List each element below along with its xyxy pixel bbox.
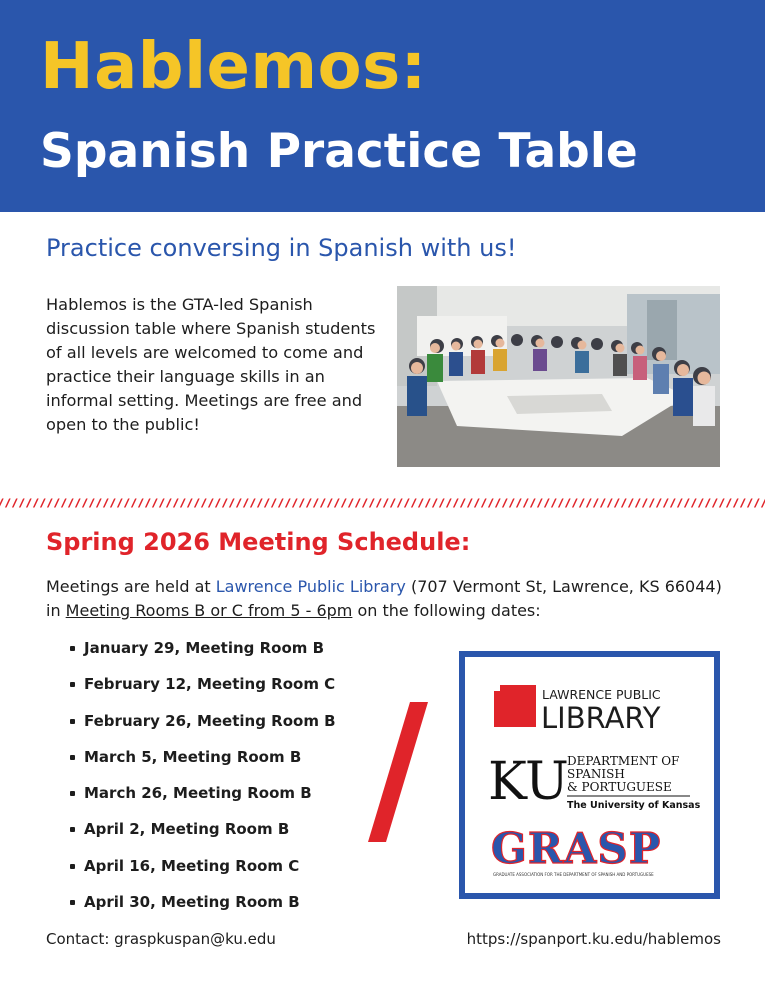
bullet-icon	[70, 864, 75, 869]
meeting-date-item	[70, 672, 336, 708]
meeting-date-item	[70, 709, 336, 745]
library-red-square-icon	[494, 685, 536, 727]
dashed-divider	[0, 496, 765, 510]
library-link[interactable]: Lawrence Public Library	[215, 577, 406, 596]
ku-mark: KU	[488, 752, 569, 812]
location-text-part1: Meetings are held at	[46, 577, 216, 596]
library-name-line2: LIBRARY	[541, 701, 661, 735]
meeting-location-text	[46, 575, 736, 623]
title-spanish-practice-table: Spanish Practice Table	[40, 124, 638, 179]
bullet-icon	[70, 646, 75, 651]
meeting-dates-list	[70, 636, 336, 926]
bullet-icon	[70, 755, 75, 760]
schedule-title: Spring 2026 Meeting Schedule:	[46, 528, 471, 556]
group-photo-illustration	[397, 286, 720, 467]
location-text-part3: on the following dates:	[352, 601, 541, 620]
meeting-date-item	[70, 636, 336, 672]
meeting-date-item	[70, 745, 336, 781]
meeting-rooms-time: Meeting Rooms B or C from 5 - 6pm	[65, 601, 353, 620]
ku-university-name: The University of Kansas	[567, 800, 701, 811]
bullet-icon	[70, 719, 75, 724]
grasp-subtitle: GRADUATE ASSOCIATION FOR THE DEPARTMENT OF SPANISH AND PORTUGUESE	[493, 872, 654, 877]
partner-logos-box	[459, 651, 720, 899]
library-name-line1: LAWRENCE PUBLIC	[542, 687, 661, 702]
bullet-icon	[70, 682, 75, 687]
meeting-date-item	[70, 854, 336, 890]
meeting-date-item	[70, 817, 336, 853]
ku-dept-line3: & PORTUGUESE	[567, 780, 672, 794]
ku-dept-line2: SPANISH	[567, 767, 625, 781]
meeting-date-text: March 5, Meeting Room B	[84, 747, 302, 766]
tagline: Practice conversing in Spanish with us!	[46, 234, 517, 262]
group-photo	[397, 286, 720, 467]
meeting-date-text: March 26, Meeting Room B	[84, 784, 312, 803]
ku-spanish-portuguese-logo	[488, 752, 701, 812]
bullet-icon	[70, 900, 75, 905]
header-banner	[0, 0, 765, 212]
grasp-wordmark: GRASP	[491, 824, 662, 873]
meeting-date-text: January 29, Meeting Room B	[84, 639, 325, 657]
meeting-date-item	[70, 781, 336, 817]
bullet-icon	[70, 827, 75, 832]
meeting-date-text: April 30, Meeting Room B	[84, 893, 300, 912]
ku-dept-line1: DEPARTMENT OF	[567, 754, 680, 768]
meeting-date-text: February 12, Meeting Room C	[84, 675, 336, 694]
red-slash-decoration	[366, 702, 430, 842]
meeting-date-text: February 26, Meeting Room B	[84, 711, 336, 730]
website-url[interactable]: https://spanport.ku.edu/hablemos	[466, 930, 721, 948]
meeting-date-text: April 2, Meeting Room B	[84, 820, 290, 839]
title-hablemos: Hablemos:	[40, 30, 427, 104]
bullet-icon	[70, 791, 75, 796]
meeting-date-item	[70, 890, 336, 926]
meeting-date-text: April 16, Meeting Room C	[84, 856, 300, 875]
intro-paragraph: Hablemos is the GTA-led Spanish discussion table where Spanish students of all levels are welcomed to come and practice their language skills in an informal setting. Meetings are free and open to the public!	[46, 295, 376, 434]
location-text-part2: (707 Vermont St, Lawrence, KS 66044) in	[46, 577, 722, 620]
lawrence-public-library-logo	[494, 685, 661, 735]
contact-email[interactable]: Contact: graspkuspan@ku.edu	[46, 930, 276, 948]
grasp-logo	[491, 824, 661, 877]
partner-logos	[465, 657, 714, 893]
